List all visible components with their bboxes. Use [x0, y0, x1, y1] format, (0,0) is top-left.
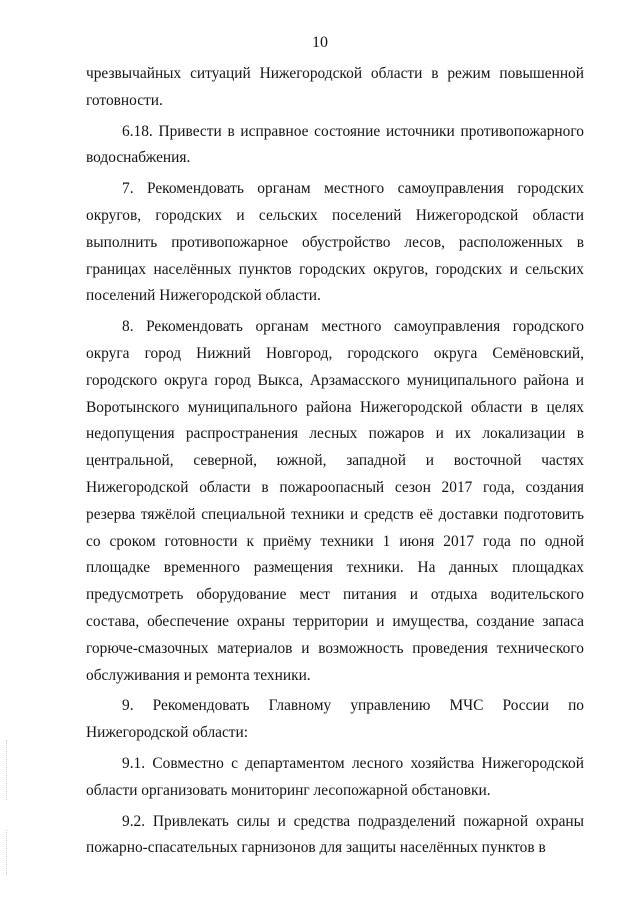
- scan-edge-mark: [6, 830, 7, 875]
- page-number: 10: [312, 34, 328, 51]
- paragraph-9-1: 9.1. Совместно с департаментом лесного хозяйства Нижегородской области организовать мониторинг лесопожарной обстановки.: [86, 754, 584, 799]
- paragraph-9: 9. Рекомендовать Главному управлению МЧС России по Нижегородской области:: [86, 697, 584, 742]
- paragraph-6-18: 6.18. Привести в исправное состояние источники противопожарного водоснабжения.: [86, 122, 584, 167]
- paragraph-continuation: чрезвычайных ситуаций Нижегородской области в режим повышенной готовности.: [86, 65, 584, 109]
- document-body: [86, 61, 584, 862]
- paragraph-8: 8. Рекомендовать органам местного самоуправления городского округа город Нижний Новгород, городского округа Семёновский, городского округа город Выкса, Арзамасского муниципального района и Воротынского муниципального района Нижегородской области в целях недопущения распространения лесных пожаров и их локализации в центральной, северной, южной, западной и восточной частях Нижегородской области в пожароопасный сезон 2017 года, создания резерва тяжёлой специальной техники и средств её доставки подготовить со сроком готовности к приёму техники 1 июня 2017 года по одной площадке временного размещения техники. На данных площадках предусмотреть оборудование мест питания и отдыха водительского состава, обеспечение охраны территории и имущества, создание запаса горюче-смазочных материалов и возможность проведения технического обслуживания и ремонта техники.: [86, 318, 584, 684]
- paragraph-7: 7. Рекомендовать органам местного самоуправления городских округов, городских и сельских поселений Нижегородской области выполнить противопожарное обустройство лесов, расположенных в границах населённых пунктов городских округов, городских и сельских поселений Нижегородской области.: [86, 180, 584, 305]
- scan-edge-mark: [6, 740, 7, 800]
- paragraph-9-2: 9.2. Привлекать силы и средства подразделений пожарной охраны пожарно-спасательных гарнизонов для защиты населённых пунктов в: [86, 812, 584, 857]
